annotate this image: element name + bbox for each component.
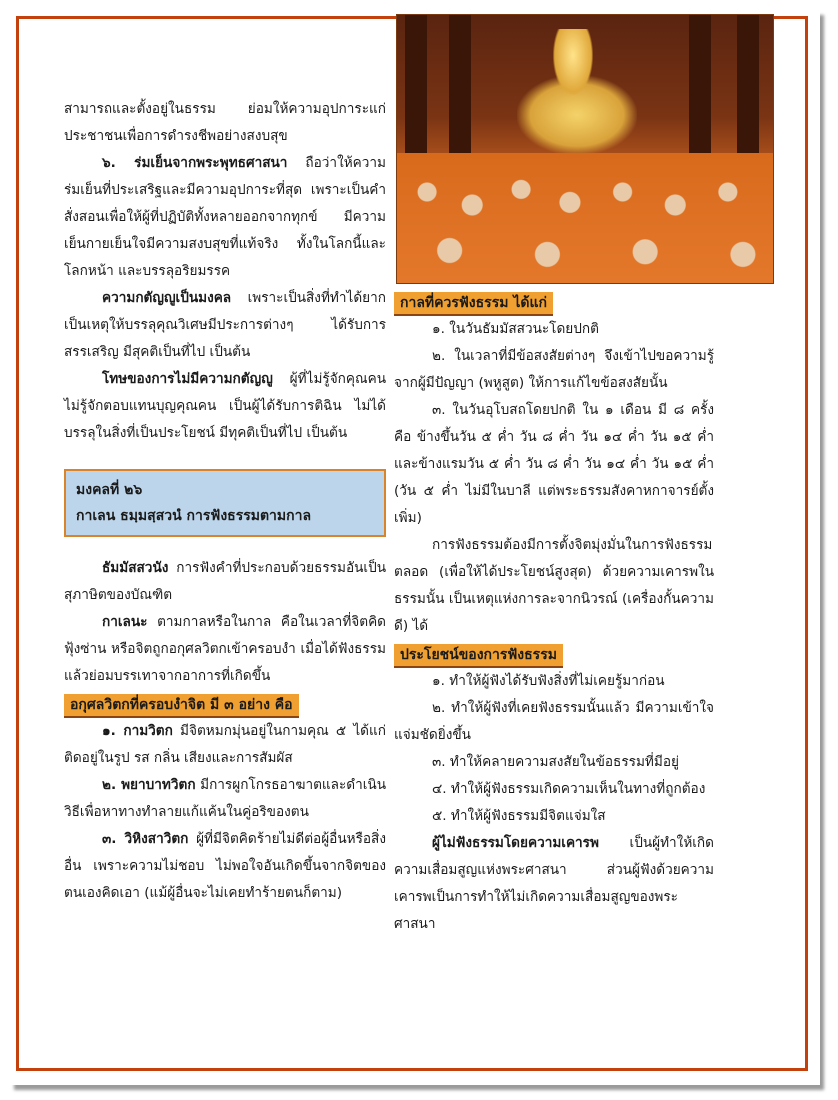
- list-item: ๒. ทำให้ผู้ฟังที่เคยฟังธรรมนั้นแล้ว มีความเข้าใจแจ่มชัดยิ่งขึ้น: [394, 700, 714, 743]
- paragraph: การฟังธรรมต้องมีการตั้งจิตมุ่งมั่นในการฟังธรรมตลอด (เพื่อให้ได้ประโยชน์สูงสุด) ด้วยความเคารพในธรรมนั้น เป็นเหตุแห่งการละจากนิวรณ์ (เครื่องกั้นความดี) ได้: [394, 537, 714, 634]
- list-item: ๒. ในเวลาที่มีข้อสงสัยต่างๆ จึงเข้าไปขอความรู้จากผู้มีปัญญา (พหูสูต) ให้การแก้ไขข้อสงสัยนั้น: [394, 348, 714, 391]
- monks-in-temple-photo: [396, 14, 774, 284]
- list-item: ๑. ทำให้ผู้ฟังได้รับฟังสิ่งที่ไม่เคยรู้มาก่อน: [432, 673, 665, 689]
- list-item: ๑. ในวันธัมมัสสวนะโดยปกติ: [432, 321, 599, 337]
- paragraph: ความกตัญญูเป็นมงคล เพราะเป็นสิ่งที่ทำได้ยาก เป็นเหตุให้บรรลุคุณวิเศษมีประการต่างๆ ได้รับการสรรเสริญ มีสุคติเป็นที่ไป เป็นต้น: [64, 290, 386, 360]
- section-title: กาเลน ธมฺมสฺสวนํ การฟังธรรมตามกาล: [76, 508, 312, 524]
- paragraph: สามารถและตั้งอยู่ในธรรม ย่อมให้ความอุปการะแก่ประชาชนเพื่อการดำรงชีพอย่างสงบสุข: [64, 101, 386, 144]
- paragraph: ธัมมัสสวนัง การฟังคำที่ประกอบด้วยธรรมอันเป็นสุภาษิตของบัณฑิต: [64, 560, 386, 603]
- list-item: ๓. ทำให้คลายความสงสัยในข้อธรรมที่มีอยู่: [432, 754, 679, 770]
- subheading: ประโยชน์ของการฟังธรรม: [394, 644, 563, 668]
- paragraph: ๖. ร่มเย็นจากพระพุทธศาสนา ถือว่าให้ความร่มเย็นที่ประเสริฐและมีความอุปการะที่สุด เพราะเป็นคำสั่งสอนเพื่อให้ผู้ที่ปฏิบัติทั้งหลายออกจากทุกข์ มีความเย็นกายเย็นใจมีความสงบสุขที่แท้จริง ทั้งในโลกนี้และโลกหน้า และบรรลุอริยมรรค: [64, 155, 386, 279]
- subheading: อกุศลวิตกที่ครอบงำจิต มี ๓ อย่าง คือ: [64, 694, 299, 718]
- paragraph: โทษของการไม่มีความกตัญญู ผู้ที่ไม่รู้จักคุณคน ไม่รู้จักตอบแทนบุญคุณคน เป็นผู้ได้รับการติฉิน ไม่ได้บรรลุในสิ่งที่เป็นประโยชน์ มีทุคติเป็นที่ไป เป็นต้น: [64, 371, 386, 441]
- paragraph: ผู้ไม่ฟังธรรมโดยความเคารพ เป็นผู้ทำให้เกิดความเสื่อมสูญแห่งพระศาสนา ส่วนผู้ฟังด้วยความเคารพเป็นการทำให้ไม่เกิดความเสื่อมสูญของพระศาสนา: [394, 835, 714, 932]
- list-item: ๓. วิหิงสาวิตก ผู้ที่มีจิตคิดร้ายไม่ดีต่อผู้อื่นหรือสิ่งอื่น เพราะความไม่ชอบ ไม่พอใจอันเกิดขึ้นจากจิตของตนเองคิดเอา (แม้ผู้อื่นจะไม่เคยทำร้ายตนก็ตาม): [64, 831, 386, 901]
- section-title-box: [64, 469, 386, 537]
- list-item: ๒. พยาบาทวิตก มีการผูกโกรธอาฆาตและดำเนินวิธีเพื่อหาทางทำลายแก้แค้นในคู่อริของตน: [64, 777, 386, 820]
- subheading: กาลที่ควรฟังธรรม ได้แก่: [394, 292, 553, 316]
- list-item: ๔. ทำให้ผู้ฟังธรรมเกิดความเห็นในทางที่ถูกต้อง: [432, 781, 706, 797]
- section-number: มงคลที่ ๒๖: [76, 482, 143, 498]
- left-column: [64, 96, 386, 907]
- list-item: ๓. ในวันอุโบสถโดยปกติ ใน ๑ เดือน มี ๘ ครั้ง คือ ข้างขึ้นวัน ๕ ค่ำ วัน ๘ ค่ำ วัน ๑๔ ค่ำ วัน ๑๕ ค่ำ และข้างแรมวัน ๕ ค่ำ วัน ๘ ค่ำ วัน ๑๔ ค่ำ วัน ๑๕ ค่ำ (วัน ๕ ค่ำ ไม่มีในบาลี แต่พระธรรมสังคาหกาจารย์ตั้งเพิ่ม): [394, 402, 714, 526]
- list-item: ๑. กามวิตก มีจิตหมกมุ่นอยู่ในกามคุณ ๕ ได้แก่ ติดอยู่ในรูป รส กลิ่น เสียงและการสัมผัส: [64, 723, 386, 766]
- paragraph: กาเลนะ ตามกาลหรือในกาล คือในเวลาที่จิตคิดฟุ้งซ่าน หรือจิตถูกอกุศลวิตกเข้าครอบงำ เมื่อได้ฟังธรรมแล้วย่อมบรรเทาจากอาการที่เกิดขึ้น: [64, 614, 386, 684]
- list-item: ๕. ทำให้ผู้ฟังธรรมมีจิตแจ่มใส: [432, 808, 606, 824]
- right-column: [394, 292, 714, 938]
